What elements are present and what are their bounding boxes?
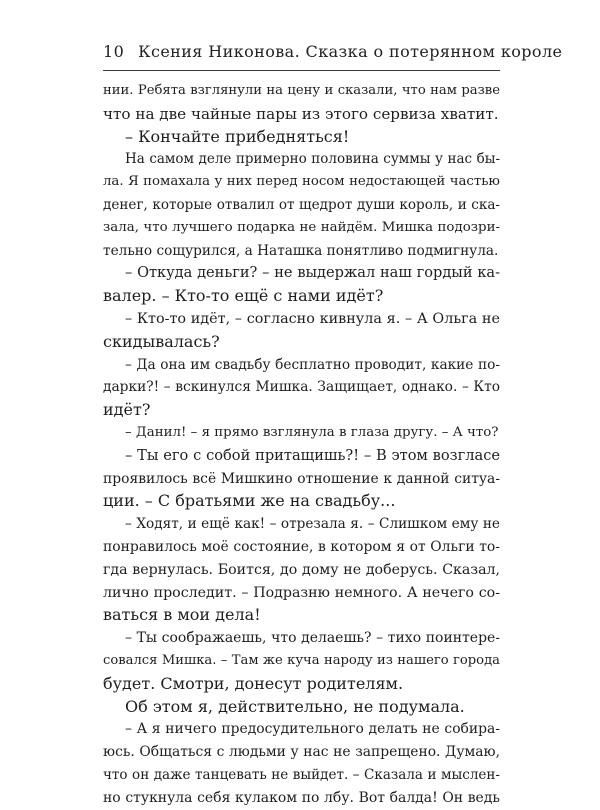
text-line: скидывалась? [103, 331, 220, 351]
text-line: совался Мишка. – Там же куча народу из нашего города [103, 652, 500, 668]
running-header [103, 42, 563, 61]
text-line: На самом деле примерно половина суммы у нас бы- [125, 151, 500, 168]
text-line: – Ходят, и ещё как! – отрезала я. – Слишком ему не [125, 516, 500, 533]
text-line: Об этом я, действительно, не подумала. [125, 696, 465, 716]
text-line: – Откуда деньги? – не выдержал наш гордый ка- [125, 265, 500, 282]
text-line: – Да она им свадьбу бесплатно проводит, какие по- [125, 356, 500, 373]
text-line: – Ты соображаешь, что делаешь? – тихо поинтере- [125, 630, 500, 647]
text-line: юсь. Общаться с людьми у нас не запрещено. Думаю, [103, 744, 500, 761]
text-line: – Кончайте прибедняться! [125, 126, 350, 146]
text-line: тельно сощурился, а Наташка понятливо подмигнула. [103, 242, 499, 259]
text-line: – Данил! – я прямо взглянула в глаза другу. – А что? [125, 424, 499, 440]
text-line: валер. – Кто-то ещё с нами идёт? [103, 286, 384, 306]
text-line: нии. Ребята взглянули на цену и сказали, что нам разве [103, 83, 500, 98]
text-line: ла. Я помахала у них перед носом недостающей частью [103, 174, 500, 190]
text-line: что на две чайные пары из этого сервиза хватит. [103, 104, 499, 123]
text-line: но стукнула себя кулаком по лбу. Вот балда! Он ведь [103, 789, 500, 806]
text-line: гда вернулась. Боится, до дому не доберусь. Сказал, [103, 561, 500, 578]
text-line: ции. – С братьями же на свадьбу... [103, 491, 396, 511]
body-text [103, 80, 500, 810]
text-line: – Ты его с собой притащишь?! – В этом возгласе [125, 446, 500, 464]
text-line: проявилось всё Мишкино отношение к данной ситуа- [103, 470, 500, 487]
text-line: лично проследит. – Подразню немного. А нечего со- [103, 584, 500, 601]
text-line: идёт? [103, 400, 151, 420]
text-line: – А я ничего предосудительного делать не собира- [125, 721, 500, 738]
text-line: – Кто-то идёт, – согласно кивнула я. – А Ольга не [125, 310, 500, 327]
text-line: дарки?! – вскинулся Мишка. Защищает, однако. – Кто [103, 379, 500, 396]
header-rule [103, 70, 500, 71]
text-line: будет. Смотри, донесут родителям. [103, 673, 404, 693]
page-number: 10 [103, 42, 125, 61]
running-title: Ксения Никонова. Сказка о потерянном короле [138, 42, 563, 61]
text-line: зала, что лучшего подарка не найдём. Мишка подозри- [103, 219, 500, 235]
text-line: понравилось моё состояние, в котором я от Ольги то- [103, 538, 500, 555]
text-line: ваться в мои дела! [103, 605, 261, 625]
text-line: денег, которые отвалил от щедрот души король, и ска- [103, 196, 500, 213]
text-line: что он даже танцевать не выйдет. – Сказала и мыслен- [103, 766, 500, 783]
